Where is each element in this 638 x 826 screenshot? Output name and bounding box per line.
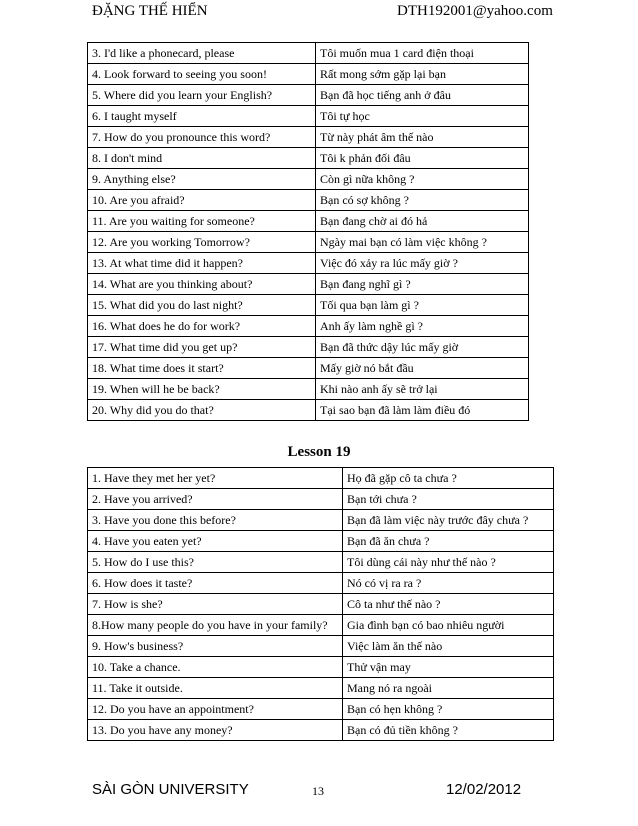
vietnamese-translation: Tôi k phản đối đâu — [316, 148, 529, 169]
table-row — [88, 594, 554, 615]
header-author: ĐẶNG THẾ HIỂN — [92, 3, 208, 19]
vietnamese-translation: Việc đó xảy ra lúc mấy giờ ? — [316, 253, 529, 274]
lesson-title: Lesson 19 — [287, 444, 351, 460]
vietnamese-translation: Tôi dùng cái này như thế nào ? — [343, 552, 554, 573]
english-phrase: 12. Are you working Tomorrow? — [88, 232, 316, 253]
english-phrase: 11. Take it outside. — [88, 678, 343, 699]
table-row — [88, 358, 529, 379]
table-row — [88, 148, 529, 169]
english-phrase: 16. What does he do for work? — [88, 316, 316, 337]
table-row — [88, 379, 529, 400]
vietnamese-translation: Bạn có sợ không ? — [316, 190, 529, 211]
english-phrase: 8. I don't mind — [88, 148, 316, 169]
phrase-table-2 — [87, 467, 554, 741]
english-phrase: 3. Have you done this before? — [88, 510, 343, 531]
table-row — [88, 43, 529, 64]
english-phrase: 9. How's business? — [88, 636, 343, 657]
vietnamese-translation: Bạn có hẹn không ? — [343, 699, 554, 720]
table-row — [88, 190, 529, 211]
table-row — [88, 316, 529, 337]
english-phrase: 12. Do you have an appointment? — [88, 699, 343, 720]
table-row — [88, 253, 529, 274]
english-phrase: 6. How does it taste? — [88, 573, 343, 594]
vietnamese-translation: Còn gì nữa không ? — [316, 169, 529, 190]
vietnamese-translation: Bạn đã thức dậy lúc mấy giờ — [316, 337, 529, 358]
english-phrase: 5. How do I use this? — [88, 552, 343, 573]
vietnamese-translation: Họ đã gặp cô ta chưa ? — [343, 468, 554, 489]
vietnamese-translation: Khi nào anh ấy sẽ trở lại — [316, 379, 529, 400]
vietnamese-translation: Rất mong sớm gặp lại bạn — [316, 64, 529, 85]
english-phrase: 19. When will he be back? — [88, 379, 316, 400]
english-phrase: 3. I'd like a phonecard, please — [88, 43, 316, 64]
table-row — [88, 720, 554, 741]
vietnamese-translation: Từ này phát âm thế nào — [316, 127, 529, 148]
english-phrase: 15. What did you do last night? — [88, 295, 316, 316]
table-row — [88, 400, 529, 421]
vietnamese-translation: Mấy giờ nó bắt đầu — [316, 358, 529, 379]
table-row — [88, 64, 529, 85]
table-row — [88, 531, 554, 552]
table-row — [88, 169, 529, 190]
table-row — [88, 211, 529, 232]
english-phrase: 1. Have they met her yet? — [88, 468, 343, 489]
table-row — [88, 636, 554, 657]
vietnamese-translation: Tại sao bạn đã làm làm điều đó — [316, 400, 529, 421]
english-phrase: 17. What time did you get up? — [88, 337, 316, 358]
vietnamese-translation: Việc làm ăn thế nào — [343, 636, 554, 657]
vietnamese-translation: Bạn đã ăn chưa ? — [343, 531, 554, 552]
english-phrase: 4. Have you eaten yet? — [88, 531, 343, 552]
vietnamese-translation: Thử vận may — [343, 657, 554, 678]
english-phrase: 2. Have you arrived? — [88, 489, 343, 510]
vietnamese-translation: Anh ấy làm nghề gì ? — [316, 316, 529, 337]
vietnamese-translation: Tối qua bạn làm gì ? — [316, 295, 529, 316]
table-row — [88, 510, 554, 531]
vietnamese-translation: Tôi muốn mua 1 card điện thoại — [316, 43, 529, 64]
table-row — [88, 678, 554, 699]
english-phrase: 20. Why did you do that? — [88, 400, 316, 421]
table-row — [88, 232, 529, 253]
table-row — [88, 468, 554, 489]
table-row — [88, 699, 554, 720]
english-phrase: 11. Are you waiting for someone? — [88, 211, 316, 232]
vietnamese-translation: Ngày mai bạn có làm việc không ? — [316, 232, 529, 253]
footer-school: SÀI GÒN UNIVERSITY — [92, 781, 249, 798]
english-phrase: 5. Where did you learn your English? — [88, 85, 316, 106]
vietnamese-translation: Tôi tự học — [316, 106, 529, 127]
english-phrase: 10. Take a chance. — [88, 657, 343, 678]
english-phrase: 13. At what time did it happen? — [88, 253, 316, 274]
footer-page-number: 13 — [312, 784, 324, 798]
english-phrase: 7. How do you pronounce this word? — [88, 127, 316, 148]
english-phrase: 7. How is she? — [88, 594, 343, 615]
english-phrase: 10. Are you afraid? — [88, 190, 316, 211]
vietnamese-translation: Cô ta như thế nào ? — [343, 594, 554, 615]
vietnamese-translation: Mang nó ra ngoài — [343, 678, 554, 699]
english-phrase: 6. I taught myself — [88, 106, 316, 127]
header-email: DTH192001@yahoo.com — [397, 3, 553, 19]
english-phrase: 14. What are you thinking about? — [88, 274, 316, 295]
table-row — [88, 337, 529, 358]
table-row — [88, 552, 554, 573]
table-row — [88, 127, 529, 148]
vietnamese-translation: Nó có vị ra ra ? — [343, 573, 554, 594]
table-row — [88, 573, 554, 594]
table-row — [88, 295, 529, 316]
vietnamese-translation: Bạn đang nghĩ gì ? — [316, 274, 529, 295]
vietnamese-translation: Gia đình bạn có bao nhiêu người — [343, 615, 554, 636]
vietnamese-translation: Bạn đã làm việc này trước đây chưa ? — [343, 510, 554, 531]
english-phrase: 9. Anything else? — [88, 169, 316, 190]
english-phrase: 18. What time does it start? — [88, 358, 316, 379]
table-row — [88, 85, 529, 106]
table-row — [88, 274, 529, 295]
table-row — [88, 489, 554, 510]
vietnamese-translation: Bạn đang chờ ai đó hả — [316, 211, 529, 232]
table-row — [88, 657, 554, 678]
phrase-table-1 — [87, 42, 529, 421]
english-phrase: 4. Look forward to seeing you soon! — [88, 64, 316, 85]
footer-date: 12/02/2012 — [446, 781, 522, 798]
table-row — [88, 615, 554, 636]
english-phrase: 13. Do you have any money? — [88, 720, 343, 741]
vietnamese-translation: Bạn tới chưa ? — [343, 489, 554, 510]
vietnamese-translation: Bạn có đủ tiền không ? — [343, 720, 554, 741]
english-phrase: 8.How many people do you have in your family? — [88, 615, 343, 636]
table-row — [88, 106, 529, 127]
vietnamese-translation: Bạn đã học tiếng anh ở đâu — [316, 85, 529, 106]
